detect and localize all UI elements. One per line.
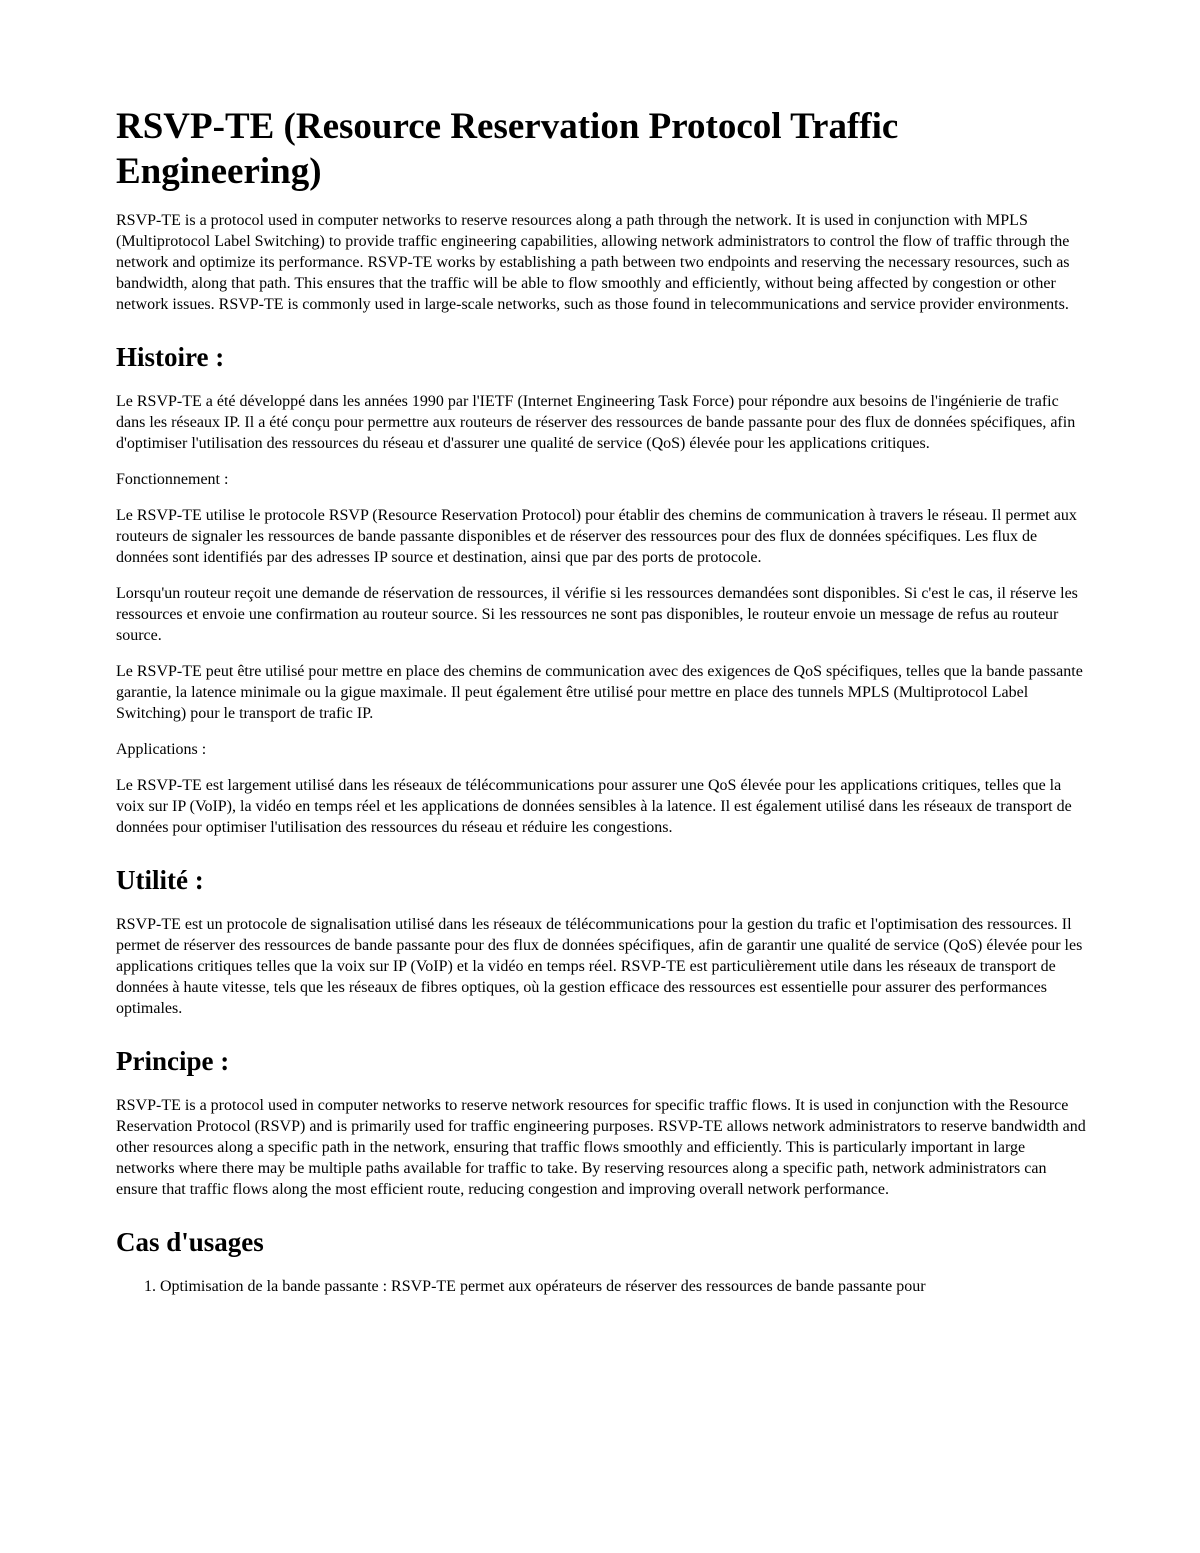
section-heading-cas-usages: Cas d'usages: [116, 1227, 264, 1257]
utilite-paragraph: RSVP-TE est un protocole de signalisation utilisé dans les réseaux de télécommunications pour la gestion du trafic et l'optimisation des ressources. Il permet de réserver des ressources de bande passante pour des flux de données spécifiques, afin de garantir une qualité de service (QoS) élevée pour les applications critiques telles que la voix sur IP (VoIP) et la vidéo en temps réel. RSVP-TE est particulièrement utile dans les réseaux de transport de données à haute vitesse, tels que les réseaux de fibres optiques, où la gestion efficace des ressources est essentielle pour assurer des performances optimales.: [116, 916, 1083, 1017]
fonctionnement-label: Fonctionnement :: [116, 471, 229, 488]
principe-paragraph: RSVP-TE is a protocol used in computer networks to reserve network resources for specific traffic flows. It is used in conjunction with the Resource Reservation Protocol (RSVP) and is primarily used for traffic engineering purposes. RSVP-TE allows network administrators to reserve bandwidth and other resources along a specific path in the network, ensuring that traffic flows smoothly and efficiently. This is particularly important in large networks where there may be multiple paths available for traffic to take. By reserving resources along a specific path, network administrators can ensure that traffic flows along the most efficient route, reducing congestion and improving overall network performance.: [116, 1097, 1086, 1198]
section-heading-utilite: Utilité :: [116, 865, 204, 895]
section-heading-principe: Principe :: [116, 1046, 230, 1076]
list-item: 1. Optimisation de la bande passante : RSVP-TE permet aux opérateurs de réserver des ressources de bande passante pour: [160, 1276, 1086, 1297]
intro-paragraph: RSVP-TE is a protocol used in computer networks to reserve resources along a path through the network. It is used in conjunction with MPLS (Multiprotocol Label Switching) to provide traffic engineering capabilities, allowing network administrators to control the flow of traffic through the network and optimize its performance. RSVP-TE works by establishing a path between two endpoints and reserving the necessary resources, such as bandwidth, along that path. This ensures that the traffic will be able to flow smoothly and efficiently, without being affected by congestion or other network issues. RSVP-TE is commonly used in large-scale networks, such as those found in telecommunications and service provider environments.: [116, 212, 1070, 313]
page-title: RSVP-TE (Resource Reservation Protocol Traffic Engineering): [116, 106, 899, 192]
cas-usages-list: [116, 1276, 1086, 1297]
histoire-paragraph-5: Le RSVP-TE est largement utilisé dans les réseaux de télécommunications pour assurer une QoS élevée pour les applications critiques, telles que la voix sur IP (VoIP), la vidéo en temps réel et les applications de données sensibles à la latence. Il est également utilisé dans les réseaux de transport de données pour optimiser l'utilisation des ressources du réseau et réduire les congestions.: [116, 777, 1072, 836]
histoire-paragraph-3: Lorsqu'un routeur reçoit une demande de réservation de ressources, il vérifie si les ressources demandées sont disponibles. Si c'est le cas, il réserve les ressources et envoie une confirmation au routeur source. Si les ressources ne sont pas disponibles, le routeur envoie un message de refus au routeur source.: [116, 585, 1078, 644]
section-heading-histoire: Histoire :: [116, 342, 225, 372]
histoire-paragraph-4: Le RSVP-TE peut être utilisé pour mettre en place des chemins de communication avec des exigences de QoS spécifiques, telles que la bande passante garantie, la latence minimale ou la gigue maximale. Il peut également être utilisé pour mettre en place des tunnels MPLS (Multiprotocol Label Switching) pour le transport de trafic IP.: [116, 663, 1083, 722]
document-page: [116, 104, 1086, 1309]
histoire-paragraph-1: Le RSVP-TE a été développé dans les années 1990 par l'IETF (Internet Engineering Task Force) pour répondre aux besoins de l'ingénierie de trafic dans les réseaux IP. Il a été conçu pour permettre aux routeurs de réserver des ressources de bande passante pour des flux de données spécifiques, afin d'optimiser l'utilisation des ressources du réseau et d'assurer une qualité de service (QoS) élevée pour les applications critiques.: [116, 393, 1076, 452]
applications-label: Applications :: [116, 741, 207, 758]
histoire-paragraph-2: Le RSVP-TE utilise le protocole RSVP (Resource Reservation Protocol) pour établir des chemins de communication à travers le réseau. Il permet aux routeurs de signaler les ressources de bande passante disponibles et de réserver des ressources pour des flux de données spécifiques. Les flux de données sont identifiés par des adresses IP source et destination, ainsi que par des ports de protocole.: [116, 507, 1077, 566]
